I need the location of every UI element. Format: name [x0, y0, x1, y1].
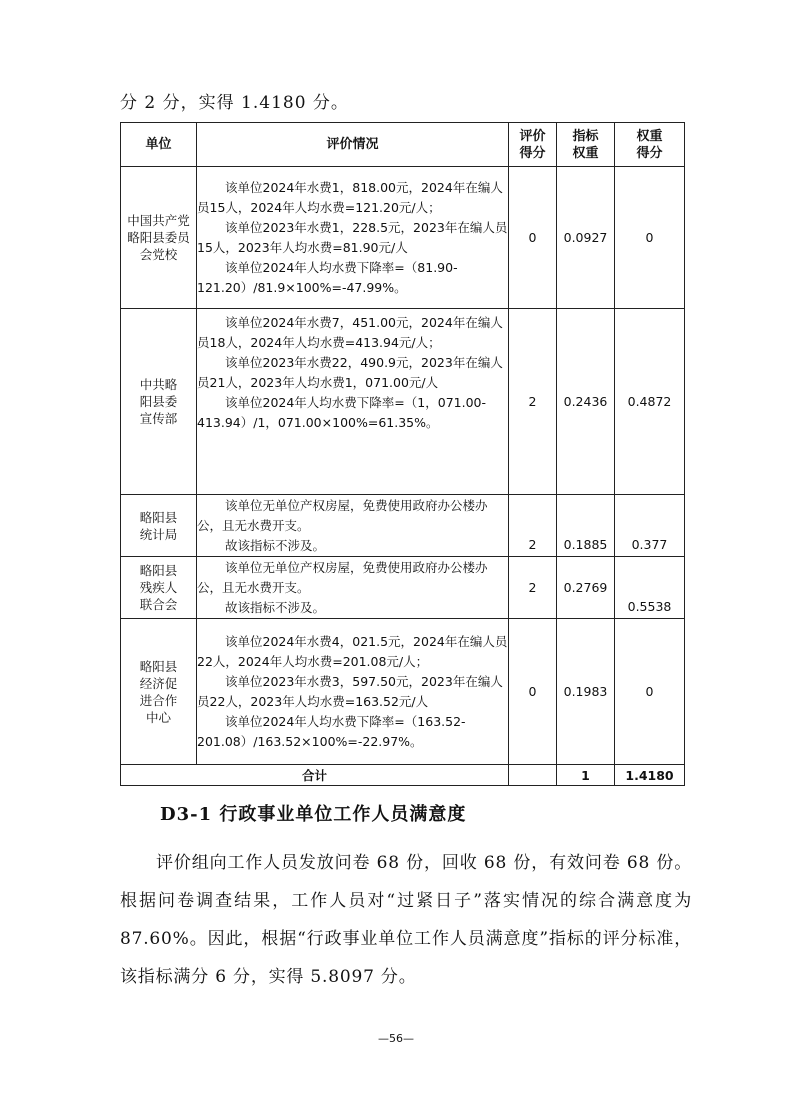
unit-line: 略阳县: [139, 563, 178, 578]
weighted-score-cell: 0.377: [615, 495, 685, 557]
total-weighted-cell: 1.4180: [615, 765, 685, 786]
evaluation-line: 该单位2023年水费22，490.9元，2023年在编人员21人，2023年人均水费1，071.00元/人: [197, 355, 503, 390]
evaluation-line: 该单位2024年人均水费下降率=（1，071.00-413.94）/1，071.00×100%=61.35%。: [197, 395, 486, 430]
evaluation-line: 该单位2024年水费1，818.00元，2024年在编人员15人，2024年人均水费=121.20元/人；: [197, 179, 503, 215]
total-row: [121, 765, 685, 786]
total-label: 合计: [121, 765, 509, 786]
unit-line: 阳县委: [139, 394, 178, 409]
unit-cell: [121, 619, 197, 765]
score-cell: 2: [509, 557, 557, 619]
body-paragraph: 评价组向工作人员发放问卷 68 份，回收 68 份，有效问卷 68 份。根据问卷调查结果，工作人员对“过紧日子”落实情况的综合满意度为 87.60%。因此，根据“行政事业单位工作人员满意度”指标的评分标准，该指标满分 6 分，实得 5.8097 分。: [120, 853, 692, 987]
unit-line: 会党校: [139, 247, 178, 262]
unit-line: 统计局: [139, 526, 178, 542]
evaluation-line: 该单位无单位产权房屋，免费使用政府办公楼办公，且无水费开支。: [197, 497, 488, 533]
unit-line: 宣传部: [139, 411, 178, 426]
weighted-score-cell: 0: [615, 167, 685, 309]
evaluation-line: 故该指标不涉及。: [225, 537, 326, 553]
score-cell: 2: [509, 495, 557, 557]
unit-line: 略阳县: [139, 509, 178, 525]
evaluation-line: 该单位2023年水费1，228.5元，2023年在编人员15人，2023年人均水费=81.90元/人: [197, 219, 508, 255]
table-row: [121, 557, 685, 619]
unit-line: 进合作: [139, 692, 178, 708]
header-weighted-bottom: 得分: [636, 145, 663, 161]
section-title: D3-1 行政事业单位工作人员满意度: [160, 804, 467, 825]
header-weight: [557, 123, 615, 167]
unit-cell: [121, 495, 197, 557]
evaluation-line: 该单位2024年水费7，451.00元，2024年在编人员18人，2024年人均水费=413.94元/人；: [197, 315, 503, 350]
header-weighted-score: [615, 123, 685, 167]
table-row: [121, 495, 685, 557]
unit-cell: [121, 557, 197, 619]
score-table: [120, 122, 685, 786]
score-cell: 0: [509, 619, 557, 765]
weight-cell: 0.1983: [557, 619, 615, 765]
intro-line: 分 2 分，实得 1.4180 分。: [120, 93, 349, 113]
unit-cell: [121, 309, 197, 495]
weighted-score-cell: 0.5538: [615, 557, 685, 619]
page-number: —56—: [378, 1032, 414, 1045]
evaluation-line: 该单位无单位产权房屋，免费使用政府办公楼办公，且无水费开支。: [197, 559, 488, 595]
unit-line: 中心: [145, 709, 171, 725]
header-score: [509, 123, 557, 167]
weight-cell: 0.0927: [557, 167, 615, 309]
weight-cell: 0.1885: [557, 495, 615, 557]
header-weighted-top: 权重: [636, 128, 663, 144]
unit-line: 略阳县委员: [127, 230, 190, 245]
weight-cell: 0.2436: [557, 309, 615, 495]
unit-line: 经济促: [139, 675, 178, 691]
header-score-bottom: 得分: [519, 145, 546, 161]
evaluation-line: 该单位2024年人均水费下降率=（163.52-201.08）/163.52×100%=-22.97%。: [197, 713, 466, 749]
weighted-score-cell: 0: [615, 619, 685, 765]
unit-cell: [121, 167, 197, 309]
header-weight-top: 指标: [572, 128, 599, 144]
evaluation-cell: [197, 309, 509, 495]
evaluation-cell: [197, 495, 509, 557]
evaluation-line: 该单位2024年水费4，021.5元，2024年在编人员22人，2024年人均水费=201.08元/人；: [197, 633, 508, 669]
evaluation-cell: [197, 557, 509, 619]
evaluation-line: 该单位2024年人均水费下降率=（81.90-121.20）/81.9×100%=-47.99%。: [197, 259, 458, 295]
header-evaluation: 评价情况: [197, 123, 509, 167]
header-weight-bottom: 权重: [572, 145, 599, 161]
unit-line: 联合会: [139, 597, 178, 612]
evaluation-line: 故该指标不涉及。: [225, 599, 326, 615]
header-unit: 单位: [121, 123, 197, 167]
unit-line: 残疾人: [139, 580, 178, 595]
weight-cell: 0.2769: [557, 557, 615, 619]
score-cell: 0: [509, 167, 557, 309]
table-header-row: [121, 123, 685, 167]
evaluation-line: 该单位2023年水费3，597.50元，2023年在编人员22人，2023年人均水费=163.52元/人: [197, 673, 503, 709]
unit-line: 中国共产党: [127, 213, 190, 228]
weighted-score-cell: 0.4872: [615, 309, 685, 495]
unit-line: 中共略: [139, 377, 178, 392]
evaluation-cell: [197, 619, 509, 765]
evaluation-cell: [197, 167, 509, 309]
total-score-cell: [509, 765, 557, 786]
table-row: [121, 619, 685, 765]
header-score-top: 评价: [519, 128, 546, 144]
score-cell: 2: [509, 309, 557, 495]
unit-line: 略阳县: [139, 658, 178, 674]
table-row: [121, 167, 685, 309]
total-weight-cell: 1: [557, 765, 615, 786]
table-row: [121, 309, 685, 495]
